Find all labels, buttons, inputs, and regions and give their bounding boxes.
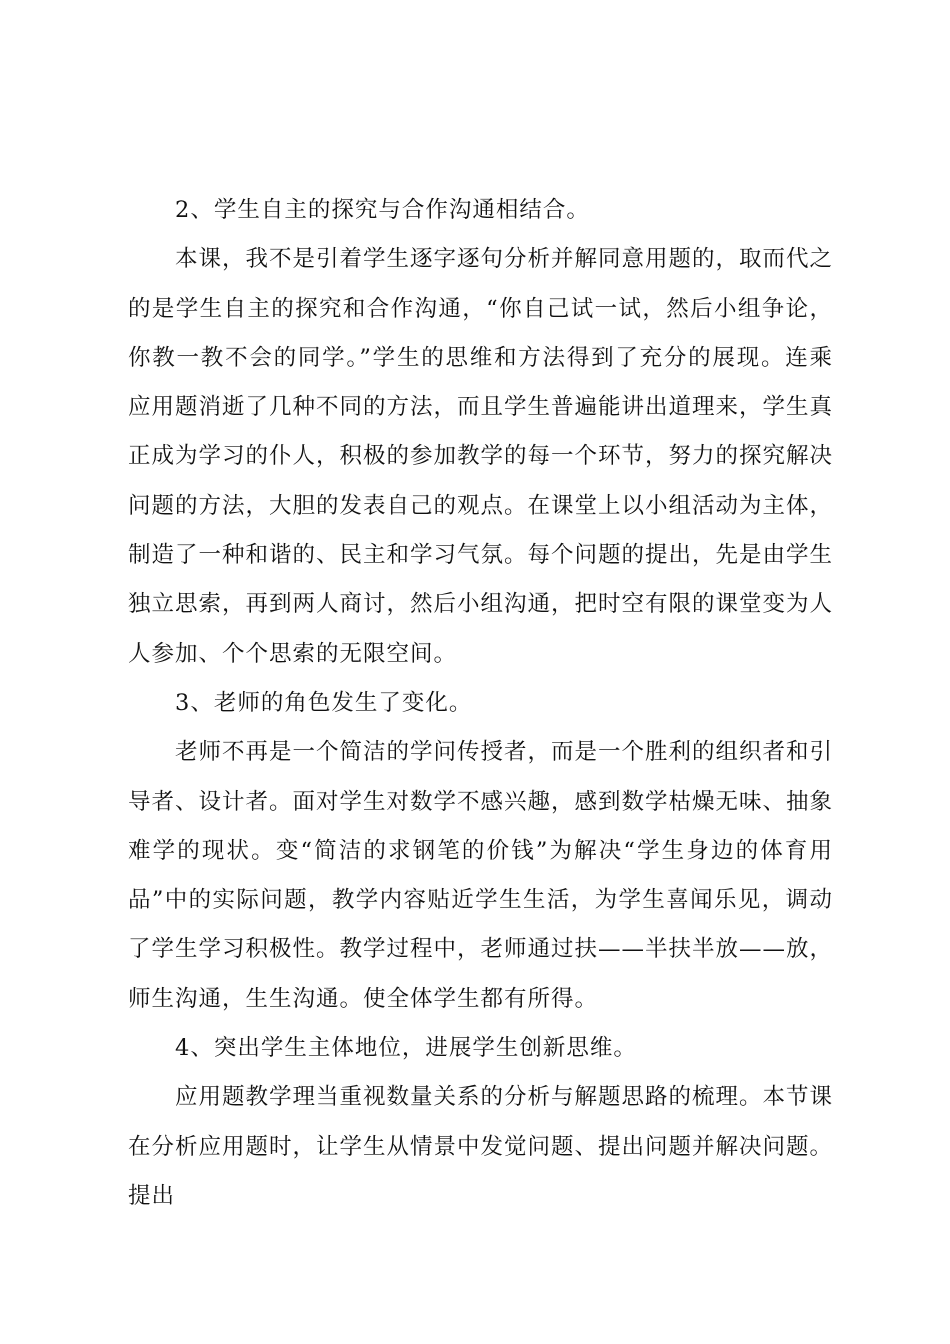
section-heading-3: 3、老师的角色发生了变化。 bbox=[175, 689, 473, 716]
section-heading-4: 4、突出学生主体地位，进展学生创新思维。 bbox=[175, 1035, 637, 1062]
document-body bbox=[128, 186, 833, 1221]
paragraph-2: 老师不再是一个简洁的学问传授者，而是一个胜利的组织者和引导者、设计者。面对学生对数学不感兴趣，感到数学枯燥无味、抽象难学的现状。变“简洁的求钢笔的价钱”为解决“学生身边的体育用品”中的实际问题，教学内容贴近学生生活，为学生喜闻乐见，调动了学生学习积极性。教学过程中，老师通过扶——半扶半放——放，师生沟通，生生沟通。使全体学生都有所得。 bbox=[128, 739, 834, 1012]
paragraph-1: 本课，我不是引着学生逐字逐句分析并解同意用题的，取而代之的是学生自主的探究和合作沟通，“你自己试一试，然后小组争论，你教一教不会的同学。”学生的思维和方法得到了充分的展现。连乘应用题消逝了几种不同的方法，而且学生普遍能讲出道理来，学生真正成为学习的仆人，积极的参加教学的每一个环节，努力的探究解决问题的方法，大胆的发表自己的观点。在课堂上以小组活动为主体，制造了一种和谐的、民主和学习气氛。每个问题的提出，先是由学生独立思索，再到两人商讨，然后小组沟通，把时空有限的课堂变为人人参加、个个思索的无限空间。 bbox=[128, 246, 834, 667]
section-heading-2: 2、学生自主的探究与合作沟通相结合。 bbox=[175, 197, 590, 223]
paragraph-3: 应用题教学理当重视数量关系的分析与解题思路的梳理。本节课在分析应用题时，让学生从情景中发觉问题、提出问题并解决问题。提出 bbox=[128, 1084, 834, 1209]
